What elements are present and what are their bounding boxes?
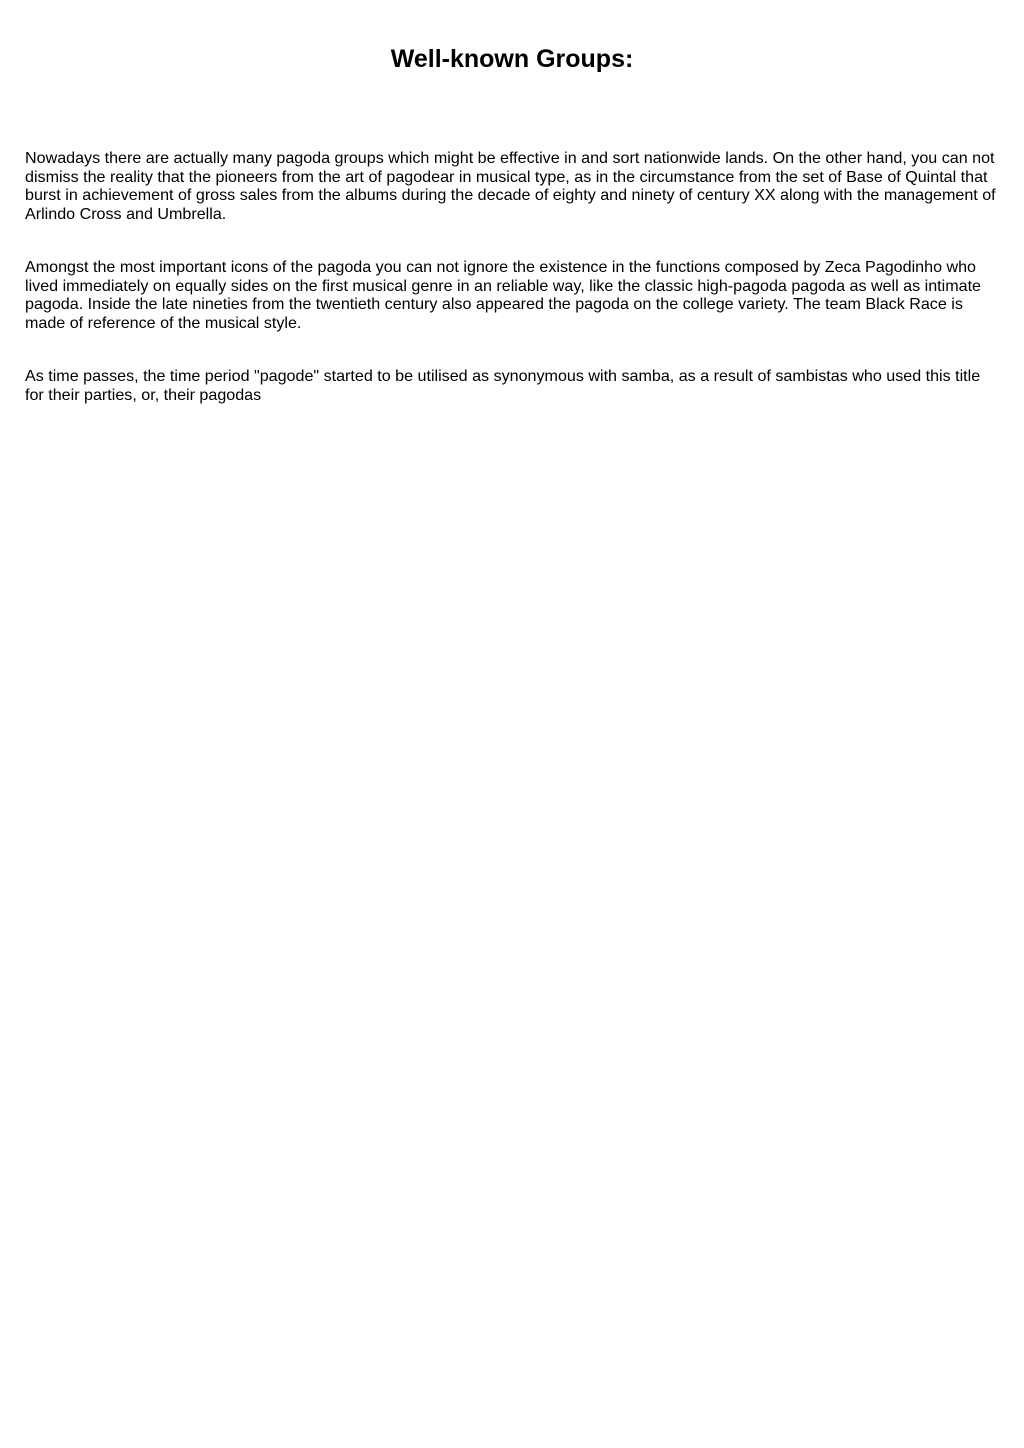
page-title: Well-known Groups: (390, 45, 634, 73)
paragraph-1: Nowadays there are actually many pagoda groups which might be effective in and sort nationwide lands. On the other hand, you can not dismiss the reality that the pioneers from the art of pagodear in musical type, as in the circumstance from the set of Base of Quintal that burst in achievement of gross sales from the albums during the decade of eighty and ninety of century XX along with the management of Arlindo Cross and Umbrella. (25, 149, 996, 223)
paragraph-2: Amongst the most important icons of the pagoda you can not ignore the existence in the functions composed by Zeca Pagodinho who lived immediately on equally sides on the first musical genre in an reliable way, like the classic high-pagoda pagoda as well as intimate pagoda. Inside the late nineties from the twentieth century also appeared the pagoda on the college variety. The team Black Race is made of reference of the musical style. (25, 258, 981, 332)
paragraph-3: As time passes, the time period "pagode" started to be utilised as synonymous with samba, as a result of sambistas who used this title for their parties, or, their pagodas (25, 367, 981, 404)
